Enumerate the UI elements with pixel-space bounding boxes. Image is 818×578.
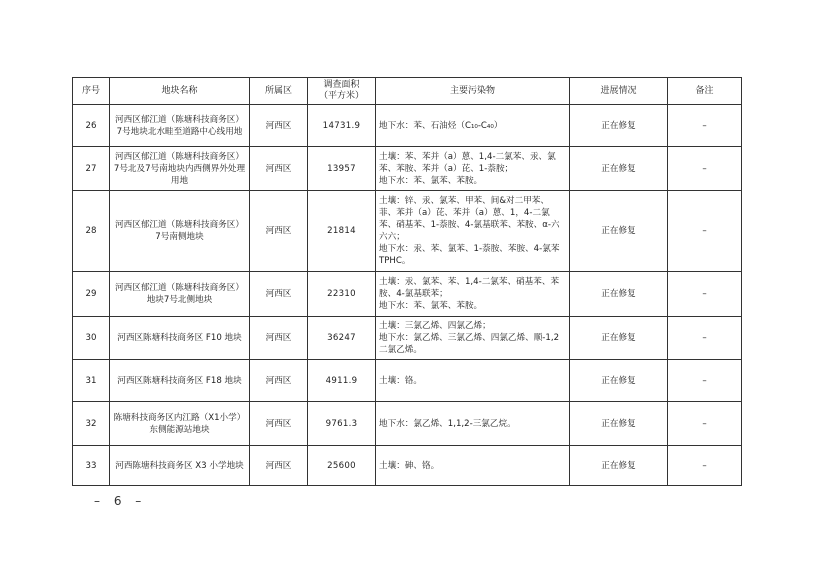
row-no: 32 [73,402,110,446]
row-name: 河西陈塘科技商务区 X3 小学地块 [110,446,250,486]
row-pollutants [376,360,570,402]
row-no: 28 [73,191,110,272]
row-pollutants [376,446,570,486]
row-district: 河西区 [250,446,308,486]
pollutant-line: 地下水：氯乙烯、1,1,2-三氯乙烷。 [379,418,516,429]
row-district: 河西区 [250,360,308,402]
table-row [73,360,742,402]
pollutant-line: 土壤：三氯乙烯、四氯乙烯； [379,321,491,331]
row-area: 22310 [308,272,376,317]
table-row [73,446,742,486]
pollutant-line: 土壤：砷、铬。 [379,460,440,471]
row-area: 9761.3 [308,402,376,446]
header-area-line1: 调查面积 [323,80,360,90]
row-pollutants [376,191,570,272]
row-area: 4911.9 [308,360,376,402]
header-no: 序号 [73,78,110,105]
row-pollutants [376,272,570,317]
pollutant-line: 地下水：苯、氯苯、苯胺。 [379,175,483,186]
row-remarks: – [668,147,742,191]
table-row [73,272,742,317]
row-area: 36247 [308,317,376,360]
row-progress: 正在修复 [570,272,668,317]
header-area [308,78,376,105]
row-progress: 正在修复 [570,402,668,446]
row-remarks: – [668,272,742,317]
row-remarks: – [668,317,742,360]
row-no: 27 [73,147,110,191]
pollutant-line: 地下水：氯乙烯、三氯乙烯、四氯乙烯、顺-1,2 二氯乙烯。 [379,333,560,355]
header-area-line2: （平方米） [318,91,364,101]
pollutant-line: 土壤：锌、汞、氯苯、甲苯、间&对二甲苯、菲、苯并（a）芘、苯并（a）蒽、1，4-二氯苯、硝基苯、1-萘胺、4-氯基联苯、苯胺、α-六六六； [379,196,560,242]
row-name: 河西区郁江道（陈塘科技商务区）7号地块北水畦至道路中心线用地 [110,105,250,147]
row-district: 河西区 [250,402,308,446]
row-area: 13957 [308,147,376,191]
row-name: 河西区郁江道（陈塘科技商务区）7号北及7号南地块内西侧界外处理用地 [110,147,250,191]
row-no: 31 [73,360,110,402]
table-row [73,105,742,147]
row-area: 25600 [308,446,376,486]
row-no: 29 [73,272,110,317]
row-name: 河西区陈塘科技商务区 F10 地块 [110,317,250,360]
pollutant-line: 土壤：汞、氯苯、苯、1,4-二氯苯、硝基苯、苯胺、4-氯基联苯； [379,277,560,299]
row-remarks: – [668,105,742,147]
header-progress: 进展情况 [570,78,668,105]
row-pollutants [376,317,570,360]
row-district: 河西区 [250,317,308,360]
row-progress: 正在修复 [570,147,668,191]
pollutant-line: 土壤：铬。 [379,375,422,386]
row-district: 河西区 [250,105,308,147]
row-progress: 正在修复 [570,446,668,486]
contaminated-land-table [72,77,742,486]
row-remarks: – [668,360,742,402]
row-pollutants [376,147,570,191]
pollutant-line: 地下水：苯、氯苯、苯胺。 [379,301,483,311]
row-area: 14731.9 [308,105,376,147]
row-remarks: – [668,402,742,446]
table-row [73,317,742,360]
row-remarks: – [668,191,742,272]
row-progress: 正在修复 [570,105,668,147]
header-district: 所属区 [250,78,308,105]
row-remarks: – [668,446,742,486]
row-name: 陈塘科技商务区内江路（X1小学）东侧能源站地块 [110,402,250,446]
row-district: 河西区 [250,191,308,272]
row-progress: 正在修复 [570,360,668,402]
table-row [73,191,742,272]
row-area: 21814 [308,191,376,272]
row-name: 河西区郁江道（陈塘科技商务区）7号南侧地块 [110,191,250,272]
row-progress: 正在修复 [570,317,668,360]
row-name: 河西区郁江道（陈塘科技商务区）地块7号北侧地块 [110,272,250,317]
table-row [73,147,742,191]
row-no: 30 [73,317,110,360]
table-row [73,402,742,446]
row-progress: 正在修复 [570,191,668,272]
header-remarks: 备注 [668,78,742,105]
header-pollutants: 主要污染物 [376,78,570,105]
table-header-row [73,78,742,105]
row-name: 河西区陈塘科技商务区 F18 地块 [110,360,250,402]
row-district: 河西区 [250,147,308,191]
page-number: – 6 – [94,494,147,508]
row-pollutants [376,105,570,147]
row-no: 33 [73,446,110,486]
row-district: 河西区 [250,272,308,317]
pollutant-line: 土壤：苯、苯并（a）蒽、1,4-二氯苯、汞、氯苯、苯胺、苯并（a）芘、1-萘胺； [379,151,556,174]
row-no: 26 [73,105,110,147]
pollutant-line: 地下水：汞、苯、氯苯、1-萘胺、苯胺、4-氯苯 TPHC。 [379,244,560,266]
row-pollutants [376,402,570,446]
pollutant-line: 地下水：苯、石油烃（C₁₀-C₄₀） [379,120,503,131]
header-name: 地块名称 [110,78,250,105]
